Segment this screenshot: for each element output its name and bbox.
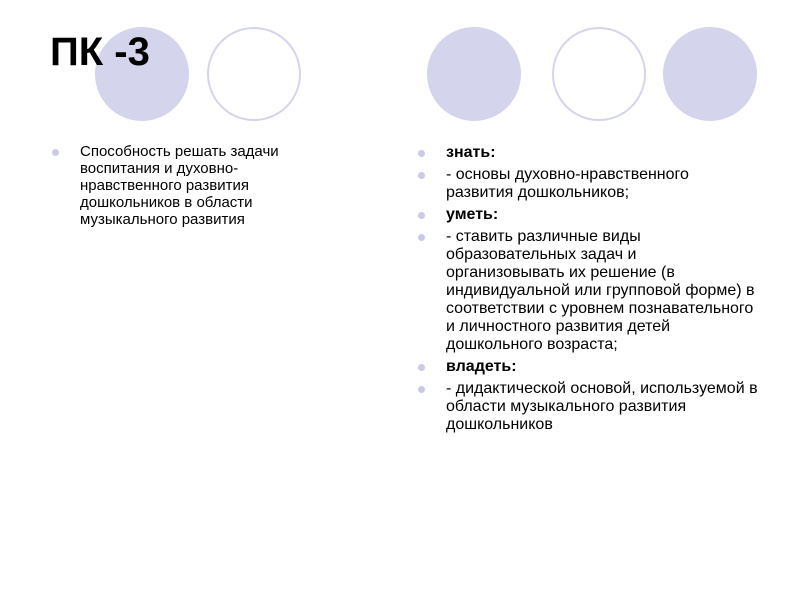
- list-item: [418, 144, 758, 162]
- left-bullet-list: [52, 143, 332, 228]
- bullet-dot-icon: [418, 364, 425, 371]
- list-item: [418, 228, 758, 354]
- decor-circle-outline: [552, 27, 646, 121]
- decor-circle-filled: [663, 27, 757, 121]
- list-item-heading: знать:: [446, 144, 496, 161]
- list-item: [418, 166, 758, 202]
- list-item-text: Способность решать задачи воспитания и духовно-нравственного развития дошкольников в области музыкального развития: [80, 143, 279, 228]
- right-column: [418, 144, 758, 438]
- list-item-text: - дидактической основой, используемой в области музыкального развития дошкольников: [446, 380, 758, 433]
- bullet-dot-icon: [418, 150, 425, 157]
- list-item: [418, 206, 758, 224]
- left-column: [52, 143, 332, 228]
- right-bullet-list: [418, 144, 758, 434]
- list-item: [418, 358, 758, 376]
- bullet-dot-icon: [418, 234, 425, 241]
- decor-circle-outline: [207, 27, 301, 121]
- decor-circle-filled: [427, 27, 521, 121]
- bullet-dot-icon: [418, 212, 425, 219]
- slide-title: ПК -3: [50, 30, 150, 74]
- list-item: [52, 143, 332, 228]
- bullet-dot-icon: [52, 149, 59, 156]
- bullet-dot-icon: [418, 172, 425, 179]
- list-item-heading: уметь:: [446, 206, 499, 223]
- list-item: [418, 380, 758, 434]
- list-item-heading: владеть:: [446, 358, 517, 375]
- list-item-text: - основы духовно-нравственного развития дошкольников;: [446, 166, 689, 201]
- list-item-text: - ставить различные виды образовательных задач и организовывать их решение (в индивидуальной или групповой форме) в соответствии с уровнем познавательного и личностного развития детей дошкольного возраста;: [446, 228, 755, 353]
- bullet-dot-icon: [418, 386, 425, 393]
